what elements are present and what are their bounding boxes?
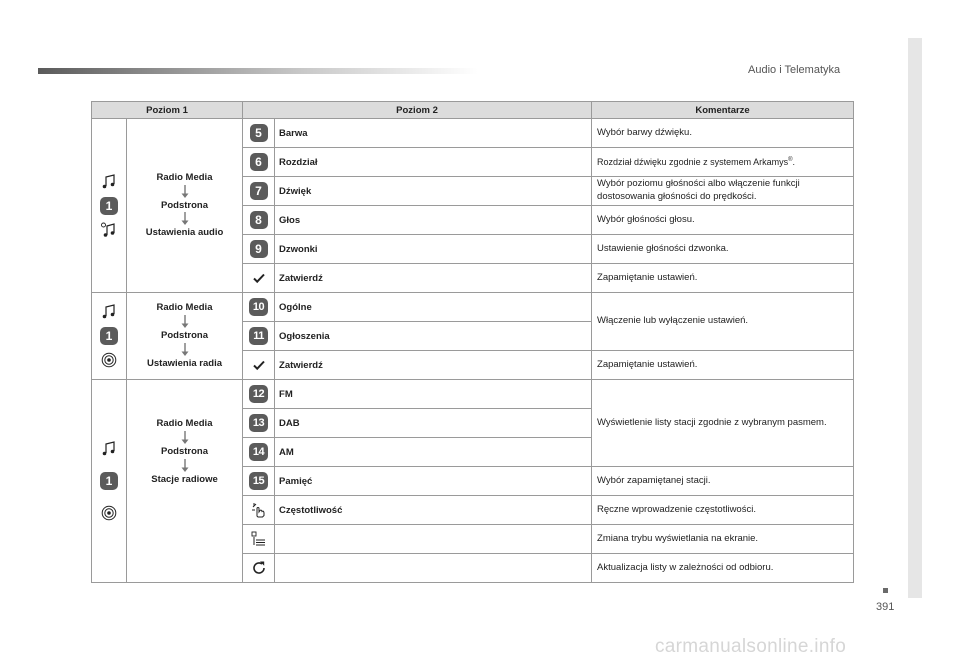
level2-label: Pamięć <box>275 467 592 496</box>
list-icon <box>250 530 268 548</box>
level2-label: Zatwierdź <box>275 264 592 293</box>
badge-1: 1 <box>100 472 118 490</box>
comment: Włączenie lub wyłączenie ustawień. <box>592 293 854 351</box>
column-header-comments: Komentarze <box>592 102 854 119</box>
settings-table <box>91 101 854 583</box>
comment: Wybór barwy dźwięku. <box>592 119 854 148</box>
hand-touch-icon <box>250 501 268 519</box>
level1-subpage: Podstrona <box>161 199 208 211</box>
arrow-down-icon <box>180 459 190 473</box>
comment: Aktualizacja listy w zależności od odbioru. <box>592 554 854 583</box>
badge-1: 1 <box>100 327 118 345</box>
level2-label: Częstotliwość <box>275 496 592 525</box>
radio-station-icon <box>100 504 118 522</box>
comment <box>592 148 854 177</box>
group1-level1 <box>127 119 243 293</box>
level2-label: Ogólne <box>275 293 592 322</box>
group1-icons <box>92 119 127 293</box>
level2-label <box>275 554 592 583</box>
level1-subpage: Podstrona <box>161 330 208 342</box>
check-icon <box>250 269 268 287</box>
level2-label <box>275 525 592 554</box>
page-marker <box>883 588 888 593</box>
badge-8: 8 <box>250 211 268 229</box>
registered-mark: ® <box>788 156 793 163</box>
comment: Wybór poziomu głośności albo włączenie funkcji dostosowania głośności do prędkości. <box>592 177 854 206</box>
arrow-down-icon <box>180 431 190 445</box>
badge-10: 10 <box>249 298 268 316</box>
music-note-icon <box>100 303 118 321</box>
comment: Zmiana trybu wyświetlania na ekranie. <box>592 525 854 554</box>
level2-label: Dzwonki <box>275 235 592 264</box>
level2-label: DAB <box>275 409 592 438</box>
page-edge-strip <box>908 38 922 598</box>
header-decorative-bar <box>38 68 478 74</box>
comment: Wyświetlenie listy stacji zgodnie z wybranym pasmem. <box>592 380 854 467</box>
badge-11: 11 <box>249 327 268 345</box>
level1-radio-media: Radio Media <box>156 171 213 183</box>
page-number: 391 <box>876 601 895 613</box>
arrow-down-icon <box>180 185 190 199</box>
check-icon <box>250 356 268 374</box>
music-note-icon <box>100 173 118 191</box>
badge-13: 13 <box>249 414 268 432</box>
badge-5: 5 <box>250 124 268 142</box>
arrow-down-icon <box>180 315 190 329</box>
level1-subpage: Podstrona <box>161 446 208 458</box>
music-settings-icon <box>100 221 118 239</box>
comment: Ręczne wprowadzenie częstotliwości. <box>592 496 854 525</box>
level2-label: Rozdział <box>275 148 592 177</box>
table-row <box>92 380 854 409</box>
arrow-down-icon <box>180 343 190 357</box>
level2-label: AM <box>275 438 592 467</box>
table-header-row <box>92 102 854 119</box>
group2-level1 <box>127 293 243 380</box>
level1-radio-stations: Stacje radiowe <box>151 474 218 486</box>
level1-radio-media: Radio Media <box>156 418 213 430</box>
section-title: Audio i Telematyka <box>748 64 841 76</box>
group2-icons <box>92 293 127 380</box>
comment-text: Rozdział dźwięku zgodnie z systemem Arkamys <box>597 156 789 167</box>
level1-radio-settings: Ustawienia radia <box>147 357 222 369</box>
badge-7: 7 <box>250 182 268 200</box>
column-header-level1: Poziom 1 <box>92 102 243 119</box>
table-row <box>92 119 854 148</box>
comment: Wybór głośności głosu. <box>592 206 854 235</box>
badge-9: 9 <box>250 240 268 258</box>
level2-label: Ogłoszenia <box>275 322 592 351</box>
badge-1: 1 <box>100 197 118 215</box>
watermark: carmanualsonline.info <box>655 636 847 657</box>
table-row <box>92 293 854 322</box>
table-row <box>92 525 854 554</box>
comment: Zapamiętanie ustawień. <box>592 351 854 380</box>
level1-audio-settings: Ustawienia audio <box>145 227 224 239</box>
level2-label: FM <box>275 380 592 409</box>
comment: Ustawienie głośności dzwonka. <box>592 235 854 264</box>
group3-level1-blank <box>127 525 243 583</box>
music-note-icon <box>100 440 118 458</box>
comment: Wybór zapamiętanej stacji. <box>592 467 854 496</box>
column-header-level2: Poziom 2 <box>243 102 592 119</box>
comment: Zapamiętanie ustawień. <box>592 264 854 293</box>
badge-6: 6 <box>250 153 268 171</box>
level2-label: Barwa <box>275 119 592 148</box>
badge-14: 14 <box>249 443 268 461</box>
level2-label: Głos <box>275 206 592 235</box>
radio-settings-icon <box>100 351 118 369</box>
comment-end: . <box>792 156 796 167</box>
level1-radio-media: Radio Media <box>156 302 213 314</box>
arrow-down-icon <box>180 212 190 226</box>
badge-12: 12 <box>249 385 268 403</box>
refresh-icon <box>250 559 268 577</box>
group3-level1 <box>127 380 243 525</box>
badge-15: 15 <box>249 472 268 490</box>
level2-label: Zatwierdź <box>275 351 592 380</box>
level2-label: Dźwięk <box>275 177 592 206</box>
group3-icons <box>92 380 127 583</box>
